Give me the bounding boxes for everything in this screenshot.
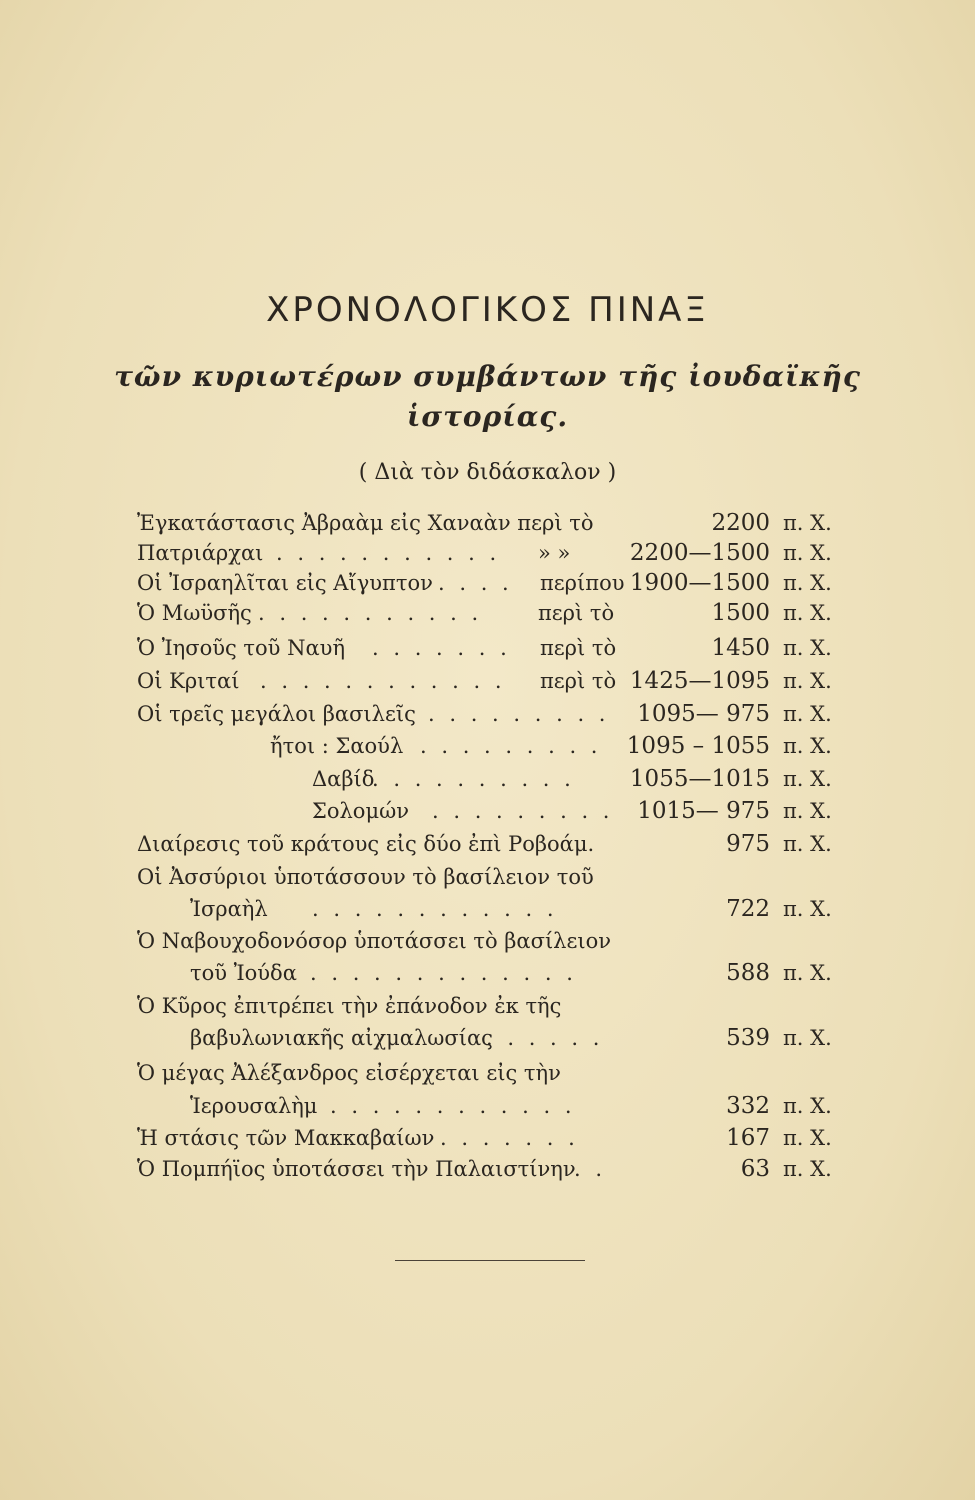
- event-label: Οἱ Ἰσραηλῖται εἰς Αἴγυπτον: [137, 571, 433, 595]
- event-label: Διαίρεσις τοῦ κράτους εἰς δύο ἐπὶ Ροβοάμ.: [137, 832, 595, 856]
- event-label: Ἰσραὴλ: [190, 897, 268, 921]
- chronology-row: [0, 763, 975, 795]
- event-label: Ὁ Μωϋσῆς: [137, 601, 252, 625]
- event-qualifier: περὶ τὸ: [538, 601, 615, 625]
- chronology-row: [0, 537, 975, 569]
- leader-dots: . . . . . . .: [372, 636, 511, 660]
- event-years: 975: [726, 831, 770, 857]
- event-years: 1450: [711, 635, 770, 661]
- chronology-row: [0, 1090, 975, 1122]
- chronology-row: [0, 1022, 975, 1054]
- event-years: 2200: [711, 510, 770, 536]
- event-label: Ἐγκατάστασις Ἀβραὰμ εἰς Χαναὰν περὶ τὸ: [137, 511, 594, 535]
- event-years: 1015— 975: [637, 798, 770, 824]
- leader-dots: . . . . . . . . .: [432, 799, 614, 823]
- leader-dots: . . . . . .: [486, 1026, 604, 1050]
- era-label: π. Χ.: [783, 767, 832, 791]
- chronology-row: [0, 893, 975, 925]
- chronology-row: [0, 828, 975, 860]
- leader-dots: . . . . . . . . . .: [372, 767, 575, 791]
- era-label: π. Χ.: [783, 702, 832, 726]
- chronology-row: [0, 632, 975, 664]
- event-years: 2200—1500: [629, 540, 770, 566]
- leader-dots: . . . . . . .: [440, 1126, 579, 1150]
- leader-dots: . . . . . . . . .: [420, 734, 602, 758]
- era-label: π. Χ.: [783, 734, 832, 758]
- era-label: π. Χ.: [783, 636, 832, 660]
- chronology-row: [0, 861, 975, 893]
- chronology-row: [0, 990, 975, 1022]
- leader-dots: . . . . . . . . .: [428, 702, 610, 726]
- closing-rule: [395, 1260, 585, 1261]
- era-label: π. Χ.: [783, 1026, 832, 1050]
- event-years: 167: [726, 1125, 770, 1151]
- event-label: Οἱ Κριταί: [137, 669, 240, 693]
- era-label: π. Χ.: [783, 799, 832, 823]
- event-qualifier: περίπου: [540, 571, 625, 595]
- event-label: Ὁ Ναβουχοδονόσορ ὑποτάσσει τὸ βασίλειον: [137, 929, 612, 953]
- event-label: Ἡ στάσις τῶν Μακκαβαίων: [137, 1126, 435, 1150]
- leader-dots: . . . . . . . . . . . .: [260, 669, 506, 693]
- leader-dots: . . . . . . . . . . . .: [330, 1094, 576, 1118]
- teacher-note: ( Διὰ τὸν διδάσκαλον ): [358, 460, 617, 485]
- event-label: τοῦ Ἰούδα: [190, 961, 297, 985]
- subtitle-line-2: ἱστορίας.: [406, 400, 569, 433]
- event-label: ἤτοι : Σαούλ: [270, 734, 404, 758]
- chronology-row: [0, 597, 975, 629]
- chronology-row: [0, 567, 975, 599]
- chronology-row: [0, 1122, 975, 1154]
- event-years: 1425—1095: [629, 668, 770, 694]
- event-label: Ὁ Ἰησοῦς τοῦ Ναυῆ: [137, 636, 346, 660]
- event-years: 588: [726, 960, 770, 986]
- subtitle-line-1: τῶν κυριωτέρων συμβάντων τῆς ἰουδαϊκῆς: [114, 360, 861, 393]
- event-label: Οἱ τρεῖς μεγάλοι βασιλεῖς: [137, 702, 416, 726]
- event-label: Ὁ Πομπήϊος ὑποτάσσει τὴν Παλαιστίνην: [137, 1157, 576, 1181]
- event-label: βαβυλωνιακῆς αἰχμαλωσίας: [190, 1026, 493, 1050]
- chronology-row: [0, 665, 975, 697]
- chronology-row: [0, 795, 975, 827]
- leader-dots: . .: [574, 1157, 607, 1181]
- era-label: π. Χ.: [783, 669, 832, 693]
- event-label: Ὁ Κῦρος ἐπιτρέπει τὴν ἐπάνοδον ἐκ τῆς: [137, 994, 562, 1018]
- chronology-row: [0, 1057, 975, 1089]
- event-label: Οἱ Ἀσσύριοι ὑποτάσσουν τὸ βασίλειον τοῦ: [137, 865, 594, 889]
- event-years: 539: [726, 1025, 770, 1051]
- event-years: 1095— 975: [637, 701, 770, 727]
- chronology-row: [0, 730, 975, 762]
- event-years: 1095 – 1055: [626, 733, 770, 759]
- chronology-row: [0, 957, 975, 989]
- leader-dots: . . . . . . . . . . .: [276, 541, 501, 565]
- event-years: 1500: [711, 600, 770, 626]
- leader-dots: . . . . . . . . . . . .: [312, 897, 558, 921]
- era-label: π. Χ.: [783, 541, 832, 565]
- event-years: 63: [740, 1156, 770, 1182]
- era-label: π. Χ.: [783, 1157, 832, 1181]
- event-label: Ἱερουσαλὴμ: [190, 1094, 318, 1118]
- event-qualifier: περὶ τὸ: [540, 636, 617, 660]
- event-label: Δαβίδ: [312, 767, 375, 791]
- chronology-row: [0, 925, 975, 957]
- event-label: Πατριάρχαι: [137, 541, 264, 565]
- era-label: π. Χ.: [783, 571, 832, 595]
- chronology-row: [0, 1153, 975, 1185]
- era-label: π. Χ.: [783, 961, 832, 985]
- leader-dots: . . . . . . . . . . . . .: [310, 961, 577, 985]
- event-label: Ὁ μέγας Ἀλέξανδρος εἰσέρχεται εἰς τὴν: [137, 1061, 561, 1085]
- leader-dots: . . . . . . . . . . .: [258, 601, 483, 625]
- event-qualifier: περὶ τὸ: [540, 669, 617, 693]
- event-years: 722: [726, 896, 770, 922]
- event-qualifier: » »: [538, 541, 571, 565]
- era-label: π. Χ.: [783, 601, 832, 625]
- era-label: π. Χ.: [783, 511, 832, 535]
- event-years: 332: [726, 1093, 770, 1119]
- era-label: π. Χ.: [783, 832, 832, 856]
- leader-dots: . . . .: [438, 571, 513, 595]
- event-years: 1055—1015: [629, 766, 770, 792]
- era-label: π. Χ.: [783, 1094, 832, 1118]
- chronology-row: [0, 698, 975, 730]
- era-label: π. Χ.: [783, 1126, 832, 1150]
- event-label: Σολομών: [312, 799, 409, 823]
- chronology-row: [0, 507, 975, 539]
- event-years: 1900—1500: [629, 570, 770, 596]
- page-title: ΧΡΟΝΟΛΟΓΙΚΟΣ ΠΙΝΑΞ: [266, 290, 709, 330]
- era-label: π. Χ.: [783, 897, 832, 921]
